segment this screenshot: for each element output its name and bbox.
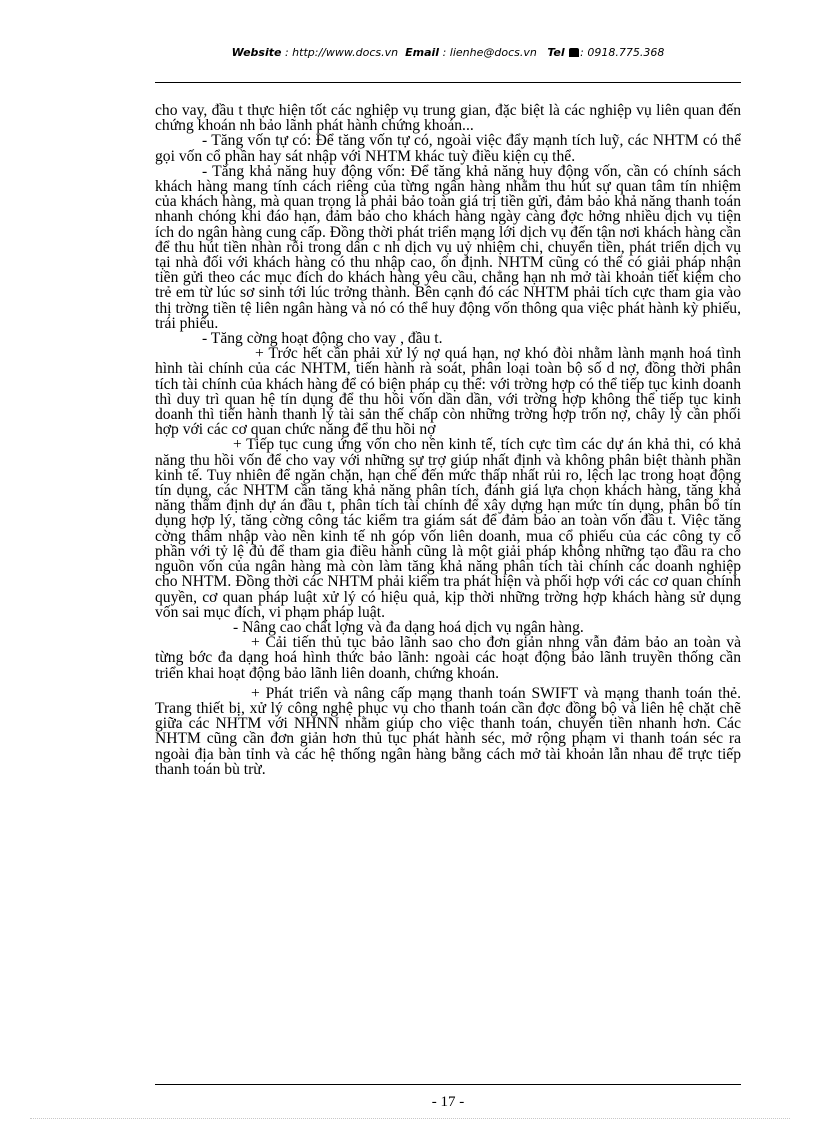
phone-icon bbox=[569, 48, 579, 57]
paragraph-7: - Nâng cao chất lợng và đa dạng hoá dịch vụ ngân hàng. bbox=[233, 618, 584, 636]
email-label: Email bbox=[405, 46, 440, 59]
paragraph-5: + Trớc hết cần phải xử lý nợ quá hạn, nợ khó đòi nhằm lành mạnh hoá tình hình tài chính của các NHTM, tiến hành rà soát, phân loại toàn bộ số d nợ, đồng thời phân tích tài chính của khách hàng để có biện pháp cụ thể: với trờng hợp có thể tiếp tục kinh doanh thì duy trì quan hệ tín dụng để thu hồi vốn dần dần, với trờng hợp không thể tiếp tục kinh doanh thì tiến hành thanh lý tài sản thế chấp còn những trờng hợp trốn nợ, chây lỳ cần phối hợp với các cơ quan chức năng để thu hồi nợ bbox=[155, 345, 741, 439]
paragraph-4: - Tăng cờng hoạt động cho vay , đầu t. bbox=[202, 330, 443, 348]
paragraph-1: cho vay, đầu t thực hiện tốt các nghiệp vụ trung gian, đặc biệt là các nghiệp vụ liên quan đến chứng khoán nh bảo lãnh phát hành chứng khoán... bbox=[155, 102, 741, 135]
paragraph-3: - Tăng khả năng huy động vốn: Để tăng khả năng huy động vốn, cần có chính sách khách hàng mang tính cách riêng của từng ngân hàng nhằm thu hút sự quan tâm tín nhiệm của khách hàng, mà quan trọng là phải bảo toàn giá trị tiền gửi, đảm bảo khả năng thanh toán nhanh chóng khi đáo hạn, đảm bảo cho khách hàng ngày càng đợc hởng nhiều dịch vụ tiện ích do ngân hàng cung cấp. Đồng thời phát triển mạng lới dịch vụ đến tận nơi khách hàng cần để thu hút tiền nhàn rỗi trong dân c nh dịch vụ uỷ nhiệm chi, chuyển tiền, phát triển dịch vụ tại nhà đối với khách hàng có thu nhập cao, ổn định. NHTM cũng có thể có giải pháp nhận tiền gửi theo các mục đích do khách hàng yêu cầu, chẳng hạn nh mở tài khoản tiết kiệm cho trẻ em từ lúc sơ sinh tới lúc trởng thành. Bên cạnh đó các NHTM phải tích cực tham gia vào thị trờng tiền tệ liên ngân hàng và nó có thể huy động vốn thông qua việc phát hành kỳ phiếu, trái phiếu. bbox=[155, 162, 741, 332]
page-header bbox=[155, 46, 741, 59]
website-label: Website bbox=[231, 46, 282, 59]
website-value: : http://www.docs.vn bbox=[284, 46, 399, 59]
page-bottom-dotted-line bbox=[30, 1118, 790, 1119]
paragraph-6: + Tiếp tục cung ứng vốn cho nền kinh tế, tích cực tìm các dự án khả thi, có khả năng thu hồi vốn để cho vay với những sự trợ giúp nhất định và không phân biệt thành phần kinh tế. Tuy nhiên để ngăn chặn, hạn chế đến mức thấp nhất rủi ro, lệch lạc trong hoạt động tín dụng, các NHTM cần tăng khả năng phân tích, đánh giá lựa chọn khách hàng, tăng khả năng thẩm định dự án đầu t, phân tích tài chính để xây dựng hạn mức tín dụng, phân bổ tín dụng hợp lý, tăng cờng công tác kiểm tra giám sát để đảm bảo an toàn vốn đầu t. Việc tăng cờng thâm nhập vào nền kinh tế nh góp vốn liên doanh, mua cổ phiếu của các công ty cổ phần với tỷ lệ đủ để tham gia điều hành cũng là một giải pháp không những tạo đầu ra cho nguồn vốn của ngân hàng mà còn làm tăng khả năng phân tích tài chính các doanh nghiệp cho NHTM. Đồng thời các NHTM phải kiểm tra phát hiện và phối hợp với các cơ quan chính quyền, cơ quan pháp luật xử lý có hiệu quả, kịp thời những trờng hợp khách hàng sử dụng vốn sai mục đích, vi phạm pháp luật. bbox=[155, 436, 741, 621]
document-body bbox=[155, 103, 741, 777]
page-number: - 17 - bbox=[431, 1094, 465, 1110]
footer-divider bbox=[155, 1084, 741, 1085]
paragraph-2: - Tăng vốn tự có: Để tăng vốn tự có, ngoài việc đẩy mạnh tích luỹ, các NHTM có thể gọi vốn cổ phần hay sát nhập với NHTM khác tuỳ điều kiện cụ thể. bbox=[155, 132, 741, 165]
tel-label: Tel bbox=[547, 46, 565, 59]
tel-value: : 0918.775.368 bbox=[580, 46, 665, 59]
header-divider bbox=[155, 82, 741, 83]
paragraph-8: + Cải tiến thủ tục bảo lãnh sao cho đơn giản nhng vẫn đảm bảo an toàn và từng bớc đa dạng hoá hình thức bảo lãnh: ngoài các hoạt động bảo lãnh truyền thống cần triển khai hoạt động bảo lãnh liên doanh, chứng khoán. bbox=[155, 634, 741, 682]
paragraph-9: + Phát triển và nâng cấp mạng thanh toán SWIFT và mạng thanh toán thẻ. Trang thiết bị, xử lý công nghệ phục vụ cho thanh toán cần đợc đồng bộ và liên hệ chặt chẽ giữa các NHTM với NHNN nhằm giúp cho việc thanh toán, chuyển tiền nhanh hơn. Các NHTM cũng cần đơn giản hơn thủ tục phát hành séc, mở rộng phạm vi thanh toán séc ra ngoài địa bàn tỉnh và các hệ thống ngân hàng bằng cách mở tài khoản lẫn nhau để trực tiếp thanh toán bù trừ. bbox=[155, 684, 741, 778]
email-value: : lienhe@docs.vn bbox=[442, 46, 537, 59]
